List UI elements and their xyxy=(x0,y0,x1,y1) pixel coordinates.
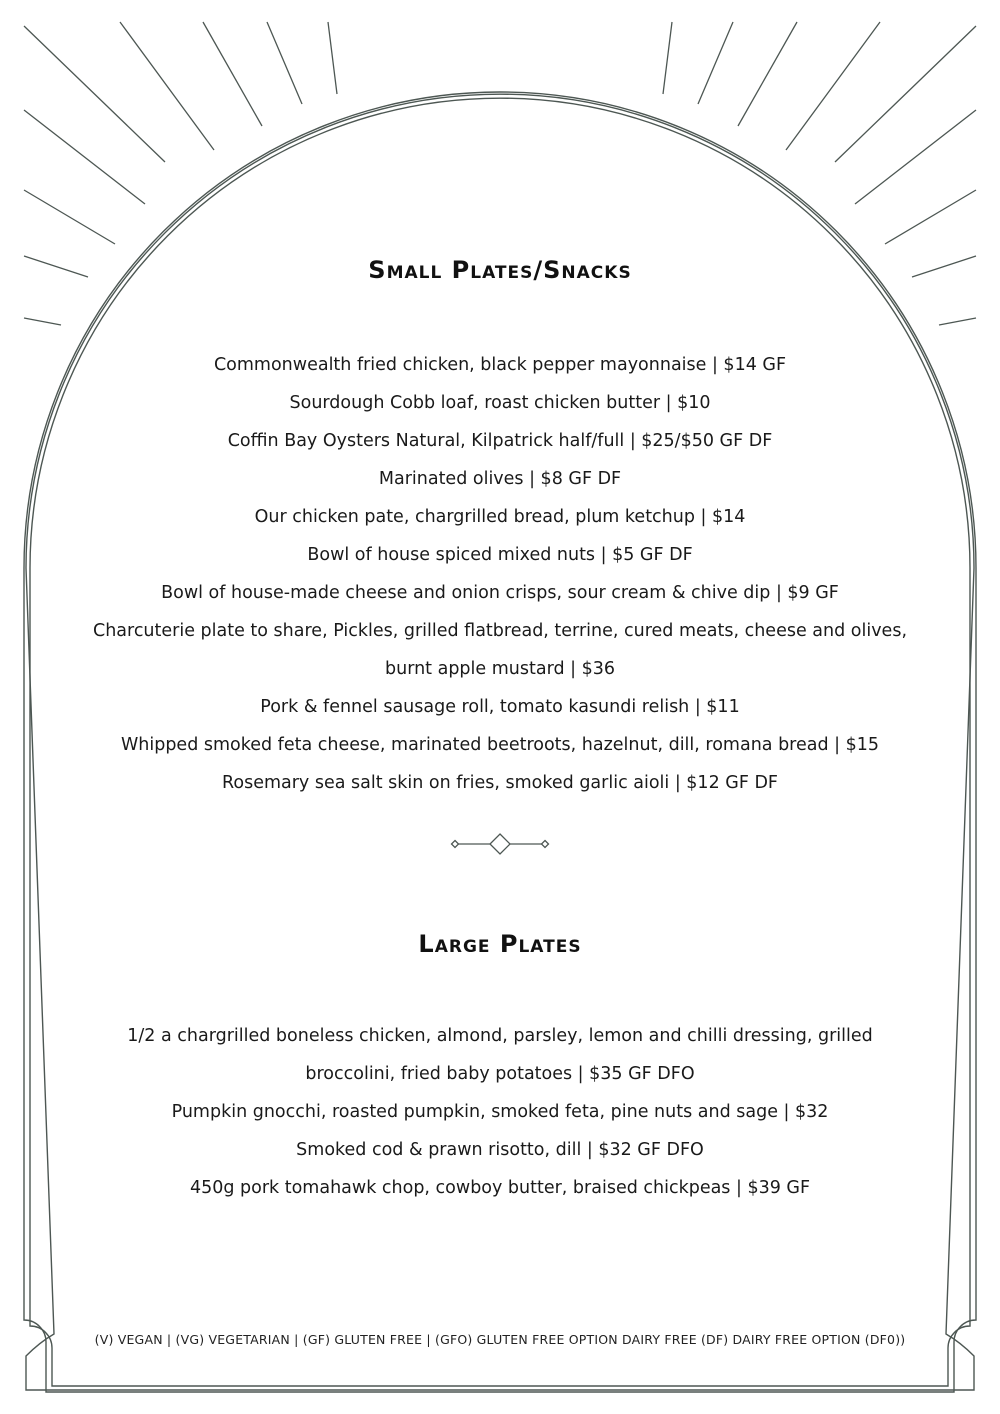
large-plates-heading: Large Plates xyxy=(418,930,582,958)
menu-item: Pumpkin gnocchi, roasted pumpkin, smoked feta, pine nuts and sage | $32 xyxy=(171,1102,829,1122)
menu-item: Our chicken pate, chargrilled bread, plum ketchup | $14 xyxy=(254,507,746,527)
menu-item: Rosemary sea salt skin on fries, smoked garlic aioli | $12 GF DF xyxy=(222,773,778,793)
large-plates-list xyxy=(0,1017,1000,1207)
menu-item: Charcuterie plate to share, Pickles, grilled flatbread, terrine, cured meats, cheese and olives, xyxy=(92,621,908,641)
menu-item: burnt apple mustard | $36 xyxy=(385,659,615,679)
menu-item: Marinated olives | $8 GF DF xyxy=(378,469,622,489)
menu-item: Bowl of house spiced mixed nuts | $5 GF DF xyxy=(307,545,693,565)
menu-item: 450g pork tomahawk chop, cowboy butter, braised chickpeas | $39 GF xyxy=(189,1178,811,1198)
menu-item: Commonwealth fried chicken, black pepper mayonnaise | $14 GF xyxy=(213,355,787,375)
menu-item: Smoked cod & prawn risotto, dill | $32 GF DFO xyxy=(296,1140,704,1160)
menu-item: broccolini, fried baby potatoes | $35 GF DFO xyxy=(305,1064,695,1084)
section-divider-ornament xyxy=(452,834,549,854)
menu-item: 1/2 a chargrilled boneless chicken, almond, parsley, lemon and chilli dressing, grilled xyxy=(127,1026,873,1046)
menu-item: Whipped smoked feta cheese, marinated beetroots, hazelnut, dill, romana bread | $15 xyxy=(120,735,880,755)
menu-item: Coffin Bay Oysters Natural, Kilpatrick half/full | $25/$50 GF DF xyxy=(227,431,773,451)
small-plates-heading: Small Plates/Snacks xyxy=(368,256,632,284)
menu-item: Sourdough Cobb loaf, roast chicken butter | $10 xyxy=(289,393,711,413)
dietary-legend: (V) VEGAN | (VG) VEGETARIAN | (GF) GLUTEN FREE | (GFO) GLUTEN FREE OPTION DAIRY FREE (DF) DAIRY FREE OPTION (DF0)) xyxy=(94,1332,906,1347)
menu-item: Bowl of house-made cheese and onion crisps, sour cream & chive dip | $9 GF xyxy=(161,583,839,603)
menu-item: Pork & fennel sausage roll, tomato kasundi relish | $11 xyxy=(260,697,740,717)
small-plates-list xyxy=(0,346,1000,802)
